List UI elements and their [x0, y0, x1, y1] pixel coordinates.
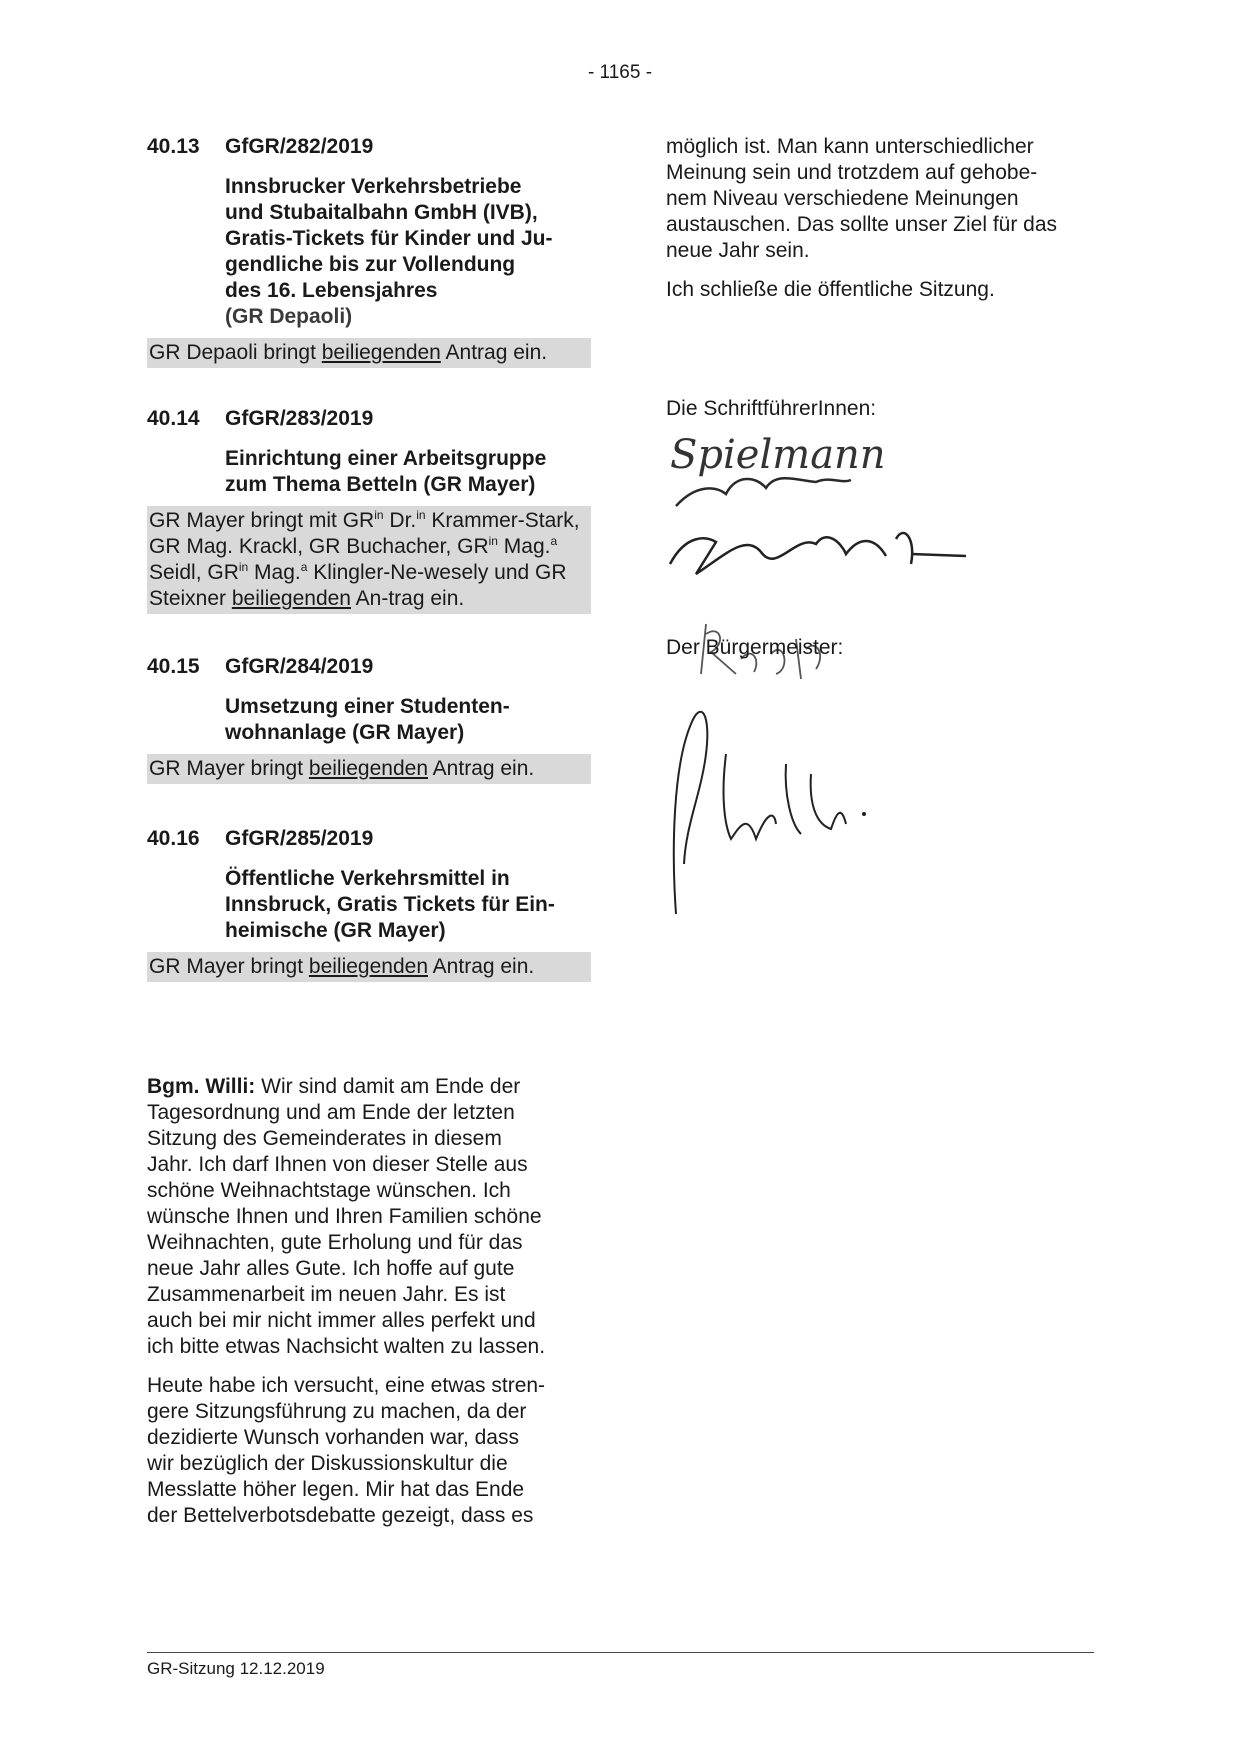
- item-number: 40.13: [147, 135, 200, 158]
- body-text: Krammer-Stark, GR Mag. Krackl, GR Buchacher, GR: [149, 509, 580, 558]
- speech-line: schöne Weihnachtstage wünschen. Ich: [147, 1179, 511, 1202]
- body-text: Seidl, GR: [149, 561, 239, 584]
- body-text: Antrag ein.: [428, 955, 535, 978]
- item-body: [147, 754, 591, 784]
- item-number: 40.14: [147, 407, 200, 430]
- title-line: gendliche bis zur Vollendung: [225, 253, 516, 276]
- body-link: beiliegenden: [308, 955, 428, 978]
- title-line: heimische (GR Mayer): [225, 919, 446, 942]
- speech-paragraph-2: [147, 1373, 591, 1529]
- title-line: zum Thema Betteln (GR Mayer): [225, 473, 536, 496]
- body-text: Klingler-Ne-wesely und GR Steixner: [149, 561, 567, 610]
- item-heading: [147, 134, 591, 160]
- item-body: [147, 338, 591, 368]
- body-text: GR Mayer bringt: [149, 757, 309, 780]
- speech-line: Heute habe ich versucht, eine etwas stren-: [147, 1374, 546, 1397]
- agenda-item-40-16: [147, 826, 591, 982]
- speech-line: Sitzung des Gemeinderates in diesem: [147, 1127, 502, 1150]
- page-number: - 1165 -: [587, 62, 653, 83]
- mayor-signature: [666, 664, 926, 944]
- body-text: Dr.: [383, 509, 417, 532]
- text-line: möglich ist. Man kann unterschiedlicher: [666, 135, 1034, 158]
- signature-stroke: [724, 754, 776, 839]
- body-link: beiliegenden: [308, 757, 428, 780]
- speech-line: ich bitte etwas Nachsicht walten zu lassen.: [147, 1335, 546, 1358]
- signature-dot: [862, 812, 866, 816]
- signature-stroke: [786, 764, 846, 834]
- item-title: [225, 446, 591, 498]
- item-author: (GR Depaoli): [225, 305, 353, 328]
- agenda-item-40-14: [147, 406, 591, 614]
- body-text: Antrag ein.: [428, 757, 535, 780]
- speech-line: Wir sind damit am Ende der: [261, 1075, 521, 1098]
- body-text: Mag.: [248, 561, 301, 584]
- signature-stroke: [676, 478, 851, 506]
- body-text: Mag.: [497, 535, 551, 558]
- speech-paragraph-1: [147, 1074, 591, 1360]
- body-link: beiliegenden: [231, 587, 351, 610]
- body-text: An-trag ein.: [350, 587, 465, 610]
- superscript: a: [300, 560, 308, 574]
- text-line: neue Jahr sein.: [666, 239, 810, 262]
- closing-statement: Ich schließe die öffentliche Sitzung.: [666, 278, 995, 301]
- speech-line: der Bettelverbotsdebatte gezeigt, dass es: [147, 1504, 534, 1527]
- superscript: in: [238, 560, 249, 574]
- footer: GR-Sitzung 12.12.2019: [147, 1659, 325, 1678]
- speech-line: Zusammenarbeit im neuen Jahr. Es ist: [147, 1283, 506, 1306]
- speech-line: Messlatte höher legen. Mir hat das Ende: [147, 1478, 525, 1501]
- title-line: Innsbrucker Verkehrsbetriebe: [225, 175, 522, 198]
- item-number: 40.15: [147, 655, 200, 678]
- body-text: GR Mayer bringt mit GR: [149, 509, 375, 532]
- signature-stroke: [670, 533, 966, 574]
- mayor-label: Der Bürgermeister:: [666, 636, 844, 659]
- footer-rule: [147, 1652, 1094, 1653]
- item-ref: GfGR/285/2019: [225, 827, 374, 850]
- text-line: Meinung sein und trotzdem auf gehobe-: [666, 161, 1038, 184]
- title-line: Einrichtung einer Arbeitsgruppe: [225, 447, 547, 470]
- title-line: und Stubaitalbahn GmbH (IVB),: [225, 201, 538, 224]
- title-line: Öffentliche Verkehrsmittel in: [225, 867, 510, 890]
- speech-line: gere Sitzungsführung zu machen, da der: [147, 1400, 527, 1423]
- item-body: [147, 506, 591, 614]
- title-line: Gratis-Tickets für Kinder und Ju-: [225, 227, 553, 250]
- item-ref: GfGR/282/2019: [225, 135, 374, 158]
- item-number: 40.16: [147, 827, 200, 850]
- body-text: GR Depaoli bringt: [149, 341, 322, 364]
- speech-line: dezidierte Wunsch vorhanden war, dass: [147, 1426, 519, 1449]
- item-heading: [147, 654, 591, 680]
- superscript: in: [374, 508, 384, 522]
- right-column: [666, 134, 1106, 659]
- item-ref: GfGR/283/2019: [225, 407, 374, 430]
- text-line: nem Niveau verschiedene Meinungen: [666, 187, 1019, 210]
- speech-line: neue Jahr alles Gute. Ich hoffe auf gute: [147, 1257, 515, 1280]
- speech-line: wir bezüglich der Diskussionskultur die: [147, 1452, 508, 1475]
- agenda-item-40-15: [147, 654, 591, 784]
- superscript: in: [416, 508, 426, 522]
- title-line: wohnanlage (GR Mayer): [225, 721, 465, 744]
- title-line: Umsetzung einer Studenten-: [225, 695, 510, 718]
- text-line: austauschen. Das sollte unser Ziel für das: [666, 213, 1058, 236]
- item-heading: [147, 406, 591, 432]
- item-body: [147, 952, 591, 982]
- item-ref: GfGR/284/2019: [225, 655, 374, 678]
- signature-stroke: [674, 712, 708, 914]
- right-paragraph-1: [666, 134, 1106, 264]
- item-title: [225, 174, 591, 330]
- speech-line: Jahr. Ich darf Ihnen von dieser Stelle aus: [147, 1153, 528, 1176]
- body-link: beiliegenden: [321, 341, 441, 364]
- left-column: [147, 134, 591, 1542]
- agenda-item-40-13: [147, 134, 591, 368]
- signature-spielmann: Spielmann: [670, 432, 886, 478]
- body-text: Antrag ein.: [440, 341, 548, 364]
- speech-line: wünsche Ihnen und Ihren Familien schöne: [147, 1205, 542, 1228]
- secretaries-label: Die SchriftführerInnen:: [666, 397, 877, 420]
- speaker-name: Bgm. Willi:: [147, 1075, 256, 1098]
- mayor-speech: [147, 1074, 591, 1529]
- item-title: [225, 866, 591, 944]
- speech-line: Tagesordnung und am Ende der letzten: [147, 1101, 515, 1124]
- superscript: in: [488, 534, 498, 548]
- title-line: Innsbruck, Gratis Tickets für Ein-: [225, 893, 555, 916]
- item-heading: [147, 826, 591, 852]
- title-line: des 16. Lebensjahres: [225, 279, 438, 302]
- speech-line: Weihnachten, gute Erholung und für das: [147, 1231, 523, 1254]
- item-title: [225, 694, 591, 746]
- speech-line: auch bei mir nicht immer alles perfekt und: [147, 1309, 536, 1332]
- superscript: a: [550, 534, 558, 548]
- body-text: GR Mayer bringt: [149, 955, 309, 978]
